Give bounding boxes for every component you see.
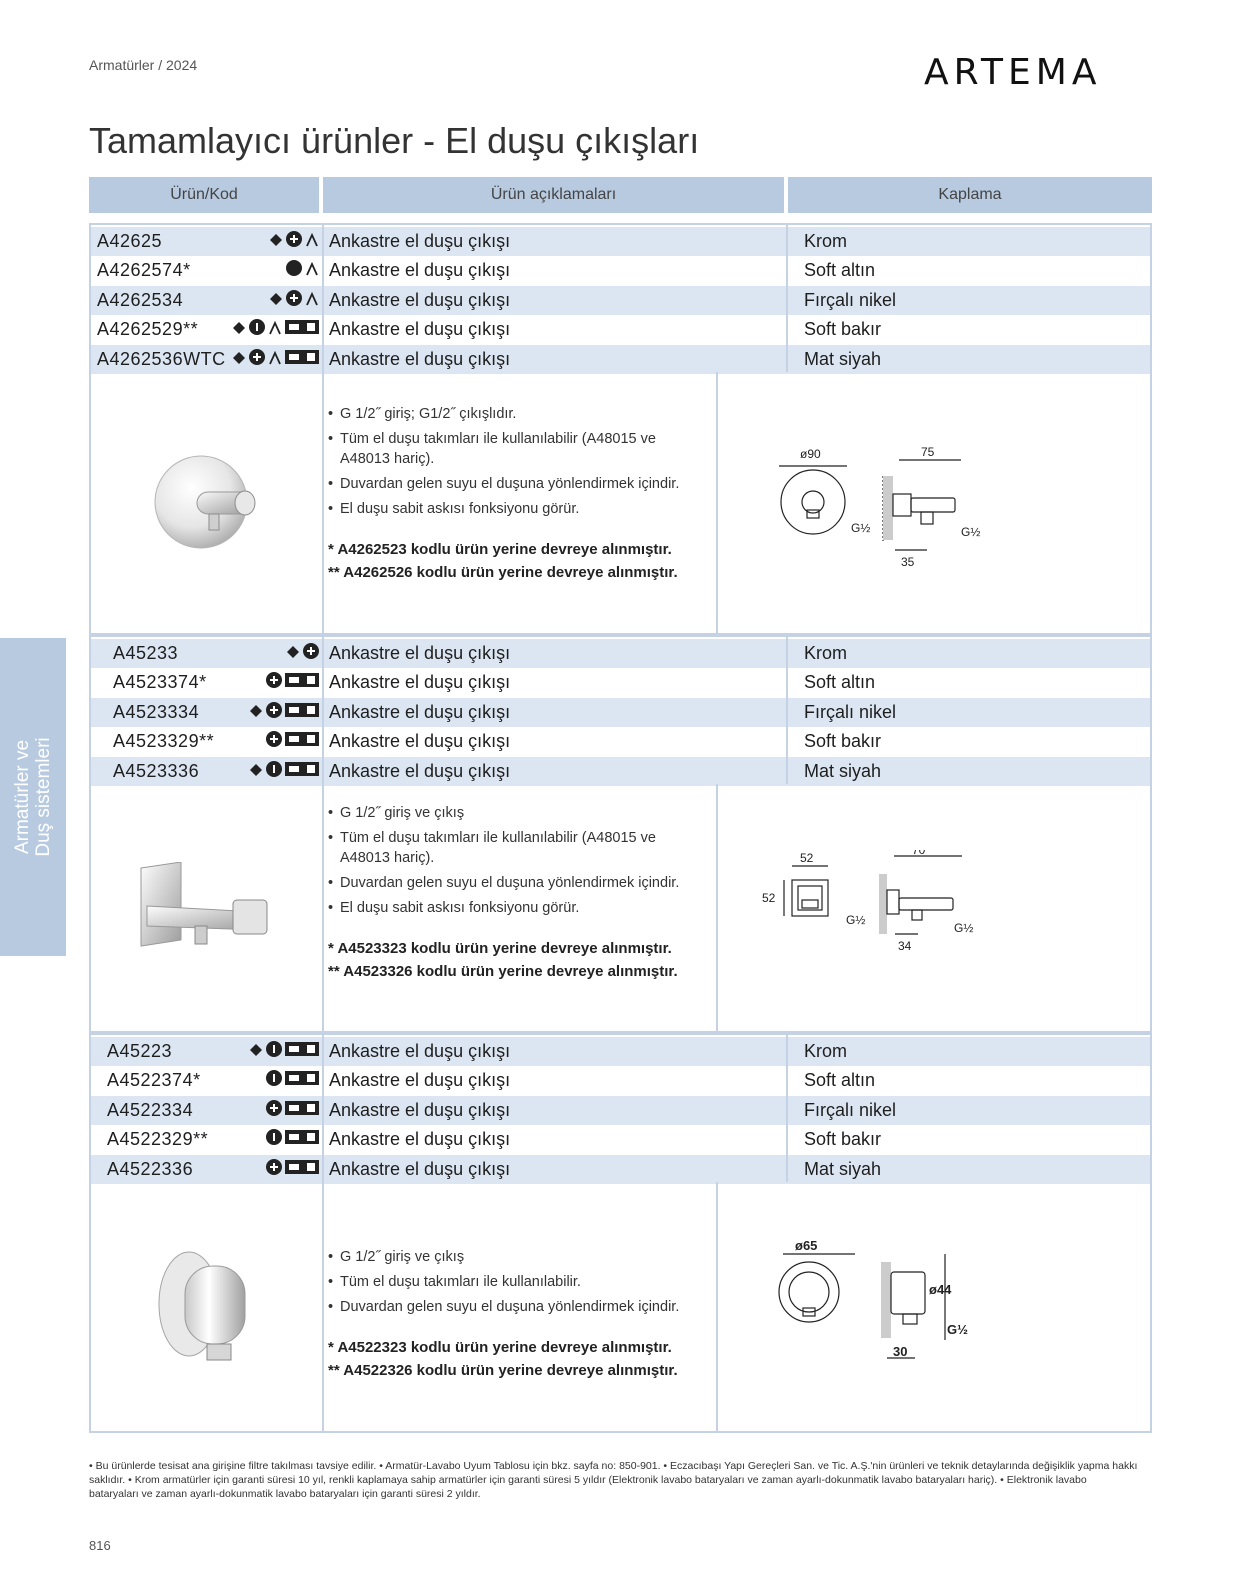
plus-icon [266, 727, 282, 756]
thread-label: G½ [851, 521, 871, 535]
feature-list [328, 1247, 708, 1382]
dimension-label: 70 [912, 850, 926, 857]
feature-icons [249, 698, 319, 727]
plus-icon [249, 345, 265, 374]
wave-icon [305, 286, 319, 315]
bar-icon [266, 757, 282, 786]
product-code: A4522334 [107, 1099, 194, 1120]
wave-icon [268, 315, 282, 344]
replacement-note: ** A4522326 kodlu ürün yerine devreye alınmıştır. [328, 1362, 678, 1379]
box-icon [285, 668, 319, 697]
box-icon [285, 727, 319, 756]
product-detail-3 [91, 1182, 1150, 1431]
dimension-label: 52 [800, 851, 814, 865]
product-row [91, 256, 1150, 285]
diamond-icon [249, 698, 263, 727]
replacement-note: * A4523323 kodlu ürün yerine devreye alınmıştır. [328, 940, 672, 957]
product-detail-1 [91, 372, 1150, 633]
product-description: Ankastre el duşu çıkışı [329, 289, 511, 310]
feature-item: • Duvardan gelen suyu el duşuna yönlendirmek içindir. [328, 1297, 708, 1317]
product-description: Ankastre el duşu çıkışı [329, 231, 511, 251]
product-photo-square-outlet [137, 862, 277, 967]
diamond-icon [269, 286, 283, 315]
plus-icon [286, 286, 302, 315]
product-description: Ankastre el duşu çıkışı [329, 731, 511, 752]
feature-item: • G 1/2˝ giriş ve çıkış [328, 1247, 708, 1267]
product-finish: Mat siyah [804, 1158, 882, 1179]
product-row [91, 1066, 1150, 1095]
feature-icons [269, 286, 319, 315]
product-code: A4522374* [107, 1070, 201, 1091]
product-finish: Soft altın [804, 672, 876, 693]
product-group-2 [89, 635, 1152, 1033]
bar-icon [266, 1037, 282, 1066]
technical-drawing-3 [763, 1240, 993, 1385]
product-finish: Krom [804, 1041, 848, 1061]
product-finish: Fırçalı nikel [804, 289, 897, 310]
plus-icon [286, 227, 302, 256]
product-finish: Mat siyah [804, 760, 882, 781]
plus-icon [266, 698, 282, 727]
diamond-icon [232, 315, 246, 344]
feature-item: • Tüm el duşu takımları ile kullanılabilir (A48015 ve A48013 hariç). [328, 828, 708, 868]
product-row [91, 286, 1150, 315]
diamond-icon [249, 1037, 263, 1066]
technical-drawing-2 [762, 850, 1012, 965]
wave-icon [305, 227, 319, 256]
feature-icons [266, 668, 319, 697]
plus-icon [266, 668, 282, 697]
product-code: A45223 [107, 1041, 173, 1061]
product-code: A4522336 [107, 1158, 194, 1179]
product-code: A42625 [97, 231, 163, 251]
box-icon [285, 757, 319, 786]
replacement-note: ** A4262526 kodlu ürün yerine devreye alınmıştır. [328, 564, 678, 581]
feature-icons [266, 1125, 319, 1154]
dimension-label: 35 [901, 555, 915, 569]
bar-icon [266, 1125, 282, 1154]
side-tab-line1: Armatürler ve [12, 739, 33, 855]
bar-icon [266, 1066, 282, 1095]
plus-icon [303, 639, 319, 668]
product-row [91, 727, 1150, 756]
dimension-label: ø44 [929, 1282, 952, 1297]
product-finish: Fırçalı nikel [804, 701, 897, 722]
box-icon [285, 698, 319, 727]
feature-item: • G 1/2˝ giriş ve çıkış [328, 803, 708, 823]
feature-item: • Tüm el duşu takımları ile kullanılabilir. [328, 1272, 708, 1292]
product-code: A4523336 [113, 760, 200, 781]
product-row [91, 1037, 1150, 1066]
box-icon [285, 345, 319, 374]
feature-icons [249, 757, 319, 786]
product-row [91, 1155, 1150, 1184]
plus-icon [266, 1096, 282, 1125]
diamond-icon [249, 757, 263, 786]
column-header-description: Ürün açıklamaları [323, 177, 784, 213]
product-row [91, 668, 1150, 697]
product-description: Ankastre el duşu çıkışı [329, 643, 511, 663]
diamond-icon [269, 227, 283, 256]
product-row [91, 345, 1150, 374]
box-icon [285, 1037, 319, 1066]
dimension-label: 34 [898, 939, 912, 953]
feature-icons [286, 256, 319, 285]
product-row [91, 315, 1150, 344]
wave-icon [305, 256, 319, 285]
side-tab-line2: Duş sistemleri [33, 737, 54, 857]
dot-icon [286, 256, 302, 285]
diamond-icon [286, 639, 300, 668]
wave-icon [268, 345, 282, 374]
diamond-icon [232, 345, 246, 374]
product-code: A4523334 [113, 701, 200, 722]
product-description: Ankastre el duşu çıkışı [329, 672, 511, 693]
feature-item: • Tüm el duşu takımları ile kullanılabilir (A48015 ve A48013 hariç). [328, 429, 708, 469]
box-icon [285, 1096, 319, 1125]
box-icon [285, 1066, 319, 1095]
dimension-label: ø90 [800, 447, 821, 461]
replacement-note: ** A4523326 kodlu ürün yerine devreye alınmıştır. [328, 963, 678, 980]
feature-item: • G 1/2˝ giriş; G1/2˝ çıkışlıdır. [328, 404, 708, 424]
product-group-1 [89, 223, 1152, 635]
box-icon [285, 1125, 319, 1154]
feature-icons [286, 639, 319, 668]
footer-notes: • Bu ürünlerde tesisat ana girişine filtre takılması tavsiye edilir. • Armatür-Lavabo Uyum Tablosu için bkz. sayfa no: 850-901. • Eczacıbaşı Yapı Gereçleri San. ve Tic. A.Ş.'nin ürünleri ve teknik detaylarında değişiklik yapma hakkı saklıdır. • Krom armatürler için garanti süresi 10 yıl, renkli kaplamaya sahip armatürler için garanti süresi 5 yıldır (Elektronik lavabo bataryaları ve zaman ayarlı-dokunmatik lavabo bataryaları hariç). • Elektronik lavabo bataryaları ve zaman ayarlı-dokunmatik lavabo bataryaları için garanti süresi 2 yıldır. [89, 1460, 1138, 1500]
box-icon [285, 1155, 319, 1184]
feature-icons [269, 227, 319, 256]
feature-item: • El duşu sabit askısı fonksiyonu görür. [328, 898, 708, 918]
product-description: Ankastre el duşu çıkışı [329, 701, 511, 722]
product-description: Ankastre el duşu çıkışı [329, 1099, 511, 1120]
feature-icons [232, 345, 319, 374]
product-description: Ankastre el duşu çıkışı [329, 760, 511, 781]
product-row [91, 639, 1150, 668]
product-code: A4523374* [113, 672, 207, 693]
feature-item: • El duşu sabit askısı fonksiyonu görür. [328, 499, 708, 519]
product-code: A4522329** [107, 1129, 209, 1150]
product-description: Ankastre el duşu çıkışı [329, 1158, 511, 1179]
plus-icon [266, 1155, 282, 1184]
thread-label: G½ [961, 525, 981, 539]
feature-icons [249, 1037, 319, 1066]
column-header-finish: Kaplama [788, 177, 1152, 213]
replacement-note: * A4262523 kodlu ürün yerine devreye alınmıştır. [328, 541, 672, 558]
product-row [91, 227, 1150, 256]
thread-label: G½ [947, 1322, 968, 1337]
product-finish: Soft altın [804, 1070, 876, 1091]
product-finish: Soft bakır [804, 731, 882, 752]
feature-item: • Duvardan gelen suyu el duşuna yönlendirmek içindir. [328, 873, 708, 893]
feature-icons [232, 315, 319, 344]
product-code: A4262536WTC [97, 348, 226, 369]
page-number: 816 [89, 1538, 111, 1553]
dimension-label: 75 [921, 446, 935, 459]
column-header-code: Ürün/Kod [89, 177, 319, 213]
product-code: A45233 [113, 643, 179, 663]
dimension-label: 30 [893, 1344, 908, 1359]
product-code: A4262534 [97, 289, 184, 310]
box-icon [285, 315, 319, 344]
feature-icons [266, 1096, 319, 1125]
feature-list [328, 803, 708, 983]
thread-label: G½ [846, 913, 866, 927]
technical-drawing-1 [771, 446, 1001, 581]
product-description: Ankastre el duşu çıkışı [329, 1041, 511, 1061]
product-finish: Fırçalı nikel [804, 1099, 897, 1120]
replacement-note: * A4522323 kodlu ürün yerine devreye alınmıştır. [328, 1339, 672, 1356]
product-photo-round-outlet [153, 454, 273, 559]
feature-icons [266, 727, 319, 756]
thread-label: G½ [954, 921, 974, 935]
product-detail-2 [91, 784, 1150, 1031]
feature-icons [266, 1155, 319, 1184]
dimension-label: ø65 [795, 1240, 818, 1253]
product-row [91, 757, 1150, 786]
product-description: Ankastre el duşu çıkışı [329, 1129, 511, 1150]
product-finish: Soft altın [804, 260, 876, 281]
product-group-3 [89, 1033, 1152, 1433]
product-photo-round-elbow [149, 1250, 269, 1375]
product-finish: Soft bakır [804, 319, 882, 340]
product-description: Ankastre el duşu çıkışı [329, 319, 511, 340]
bar-icon [249, 315, 265, 344]
page-title: Tamamlayıcı ürünler - El duşu çıkışları [89, 120, 700, 161]
product-row [91, 698, 1150, 727]
product-finish: Krom [804, 643, 848, 663]
feature-list [328, 404, 708, 584]
product-finish: Soft bakır [804, 1129, 882, 1150]
product-finish: Krom [804, 231, 848, 251]
product-code: A4262529** [97, 319, 199, 340]
product-description: Ankastre el duşu çıkışı [329, 260, 511, 281]
product-row [91, 1125, 1150, 1154]
page-category: Armatürler / 2024 [89, 57, 198, 73]
product-code: A4523329** [113, 731, 215, 752]
product-code: A4262574* [97, 260, 191, 281]
product-description: Ankastre el duşu çıkışı [329, 348, 511, 369]
product-row [91, 1096, 1150, 1125]
product-finish: Mat siyah [804, 348, 882, 369]
brand-logo: ARTEMA [924, 52, 1102, 93]
side-tab-label [12, 737, 54, 856]
feature-item: • Duvardan gelen suyu el duşuna yönlendirmek içindir. [328, 474, 708, 494]
feature-icons [266, 1066, 319, 1095]
product-description: Ankastre el duşu çıkışı [329, 1070, 511, 1091]
dimension-label: 52 [762, 891, 776, 905]
